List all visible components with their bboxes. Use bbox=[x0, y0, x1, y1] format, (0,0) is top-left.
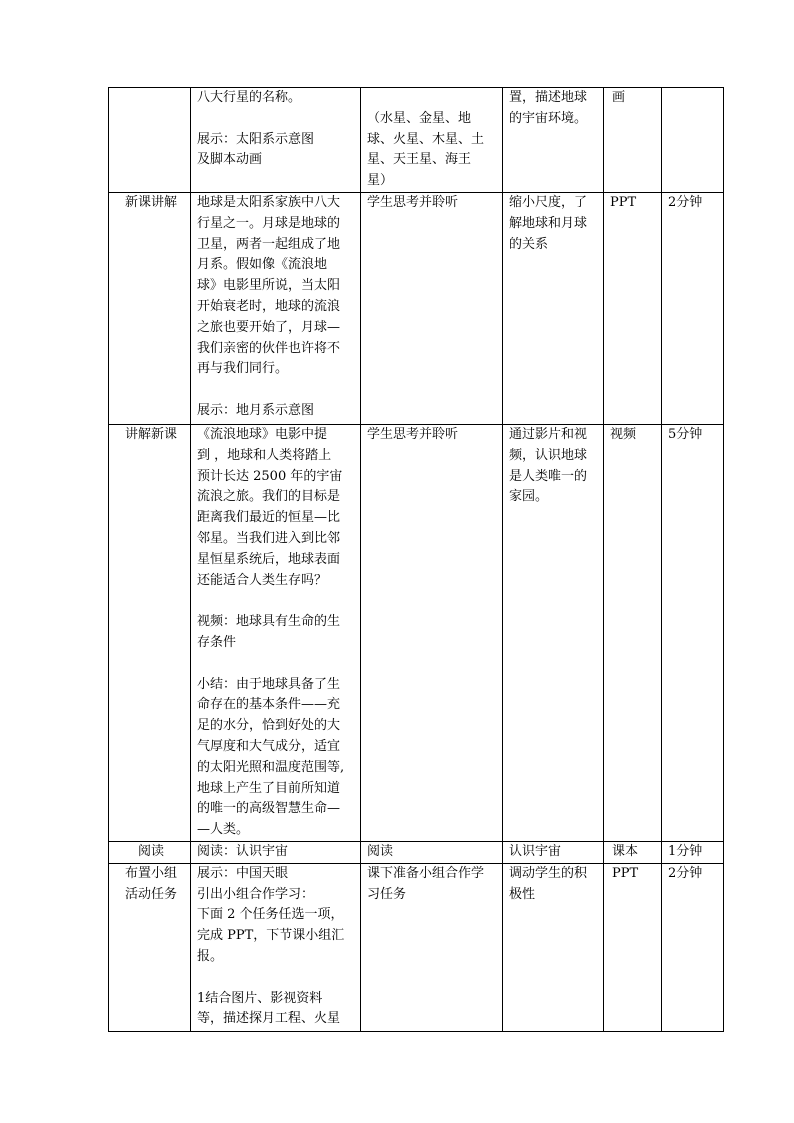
cell-content: 《流浪地球》电影中提 到 ，地球和人类将踏上 预计长达 2500 年的宇宙 流浪之旅。我们的目标是 距离我们最近的恒星—比 邻星。当我们进入到比邻 星恒星系统后，地球表面 还能适合人类生存吗？ 视频：地球具有生命的生 存条件 小结：由于地球具备了生 命存在的基本条件——充 足的水分，恰到好处的大 气厚度和大气成分，适宜 的太阳光照和温度范围等, 地球上产生了目前所知道 的唯一的高级智慧生命— —人类。 bbox=[191, 424, 361, 841]
table-row bbox=[109, 841, 724, 863]
table-row bbox=[109, 88, 724, 193]
cell-student-activity: 阅读 bbox=[361, 841, 503, 863]
cell-media: 画 bbox=[604, 88, 662, 193]
cell-media: 视频 bbox=[604, 424, 662, 841]
cell-student-activity: 学生思考并聆听 bbox=[361, 192, 503, 424]
cell-content: 八大行星的名称。 展示：太阳系示意图 及脚本动画 bbox=[191, 88, 361, 193]
cell-stage: 阅读 bbox=[109, 841, 191, 863]
table-row bbox=[109, 424, 724, 841]
cell-time: 2分钟 bbox=[662, 863, 724, 1031]
cell-content: 展示：中国天眼 引出小组合作学习： 下面 2 个任务任选一项， 完成 PPT，下节课小组汇 报。 1结合图片、影视资料 等，描述探月工程、火星 bbox=[191, 863, 361, 1031]
cell-stage: 讲解新课 bbox=[109, 424, 191, 841]
cell-student-activity: 课下准备小组合作学 习任务 bbox=[361, 863, 503, 1031]
cell-time bbox=[662, 88, 724, 193]
lesson-plan-table bbox=[108, 87, 724, 1032]
cell-student-activity: 学生思考并聆听 bbox=[361, 424, 503, 841]
cell-time: 5分钟 bbox=[662, 424, 724, 841]
cell-media: 课本 bbox=[604, 841, 662, 863]
cell-purpose: 认识宇宙 bbox=[503, 841, 604, 863]
cell-time: 2分钟 bbox=[662, 192, 724, 424]
cell-student-activity: （水星、金星、地 球、火星、木星、土 星、天王星、海王 星） bbox=[361, 88, 503, 193]
cell-purpose: 通过影片和视 频，认识地球 是人类唯一的 家园。 bbox=[503, 424, 604, 841]
cell-purpose: 缩小尺度，了 解地球和月球 的关系 bbox=[503, 192, 604, 424]
table-row bbox=[109, 863, 724, 1031]
cell-stage: 新课讲解 bbox=[109, 192, 191, 424]
cell-media: PPT bbox=[604, 863, 662, 1031]
cell-purpose: 置，描述地球 的宇宙环境。 bbox=[503, 88, 604, 193]
table-row bbox=[109, 192, 724, 424]
cell-stage bbox=[109, 88, 191, 193]
cell-time: 1分钟 bbox=[662, 841, 724, 863]
cell-stage: 布置小组 活动任务 bbox=[109, 863, 191, 1031]
cell-content: 地球是太阳系家族中八大 行星之一。月球是地球的 卫星，两者一起组成了地 月系。假如像《流浪地 球》电影里所说，当太阳 开始衰老时，地球的流浪 之旅也要开始了，月球— 我们亲密的伙伴也许将不 再与我们同行。 展示：地月系示意图 bbox=[191, 192, 361, 424]
cell-purpose: 调动学生的积 极性 bbox=[503, 863, 604, 1031]
cell-media: PPT bbox=[604, 192, 662, 424]
cell-content: 阅读：认识宇宙 bbox=[191, 841, 361, 863]
